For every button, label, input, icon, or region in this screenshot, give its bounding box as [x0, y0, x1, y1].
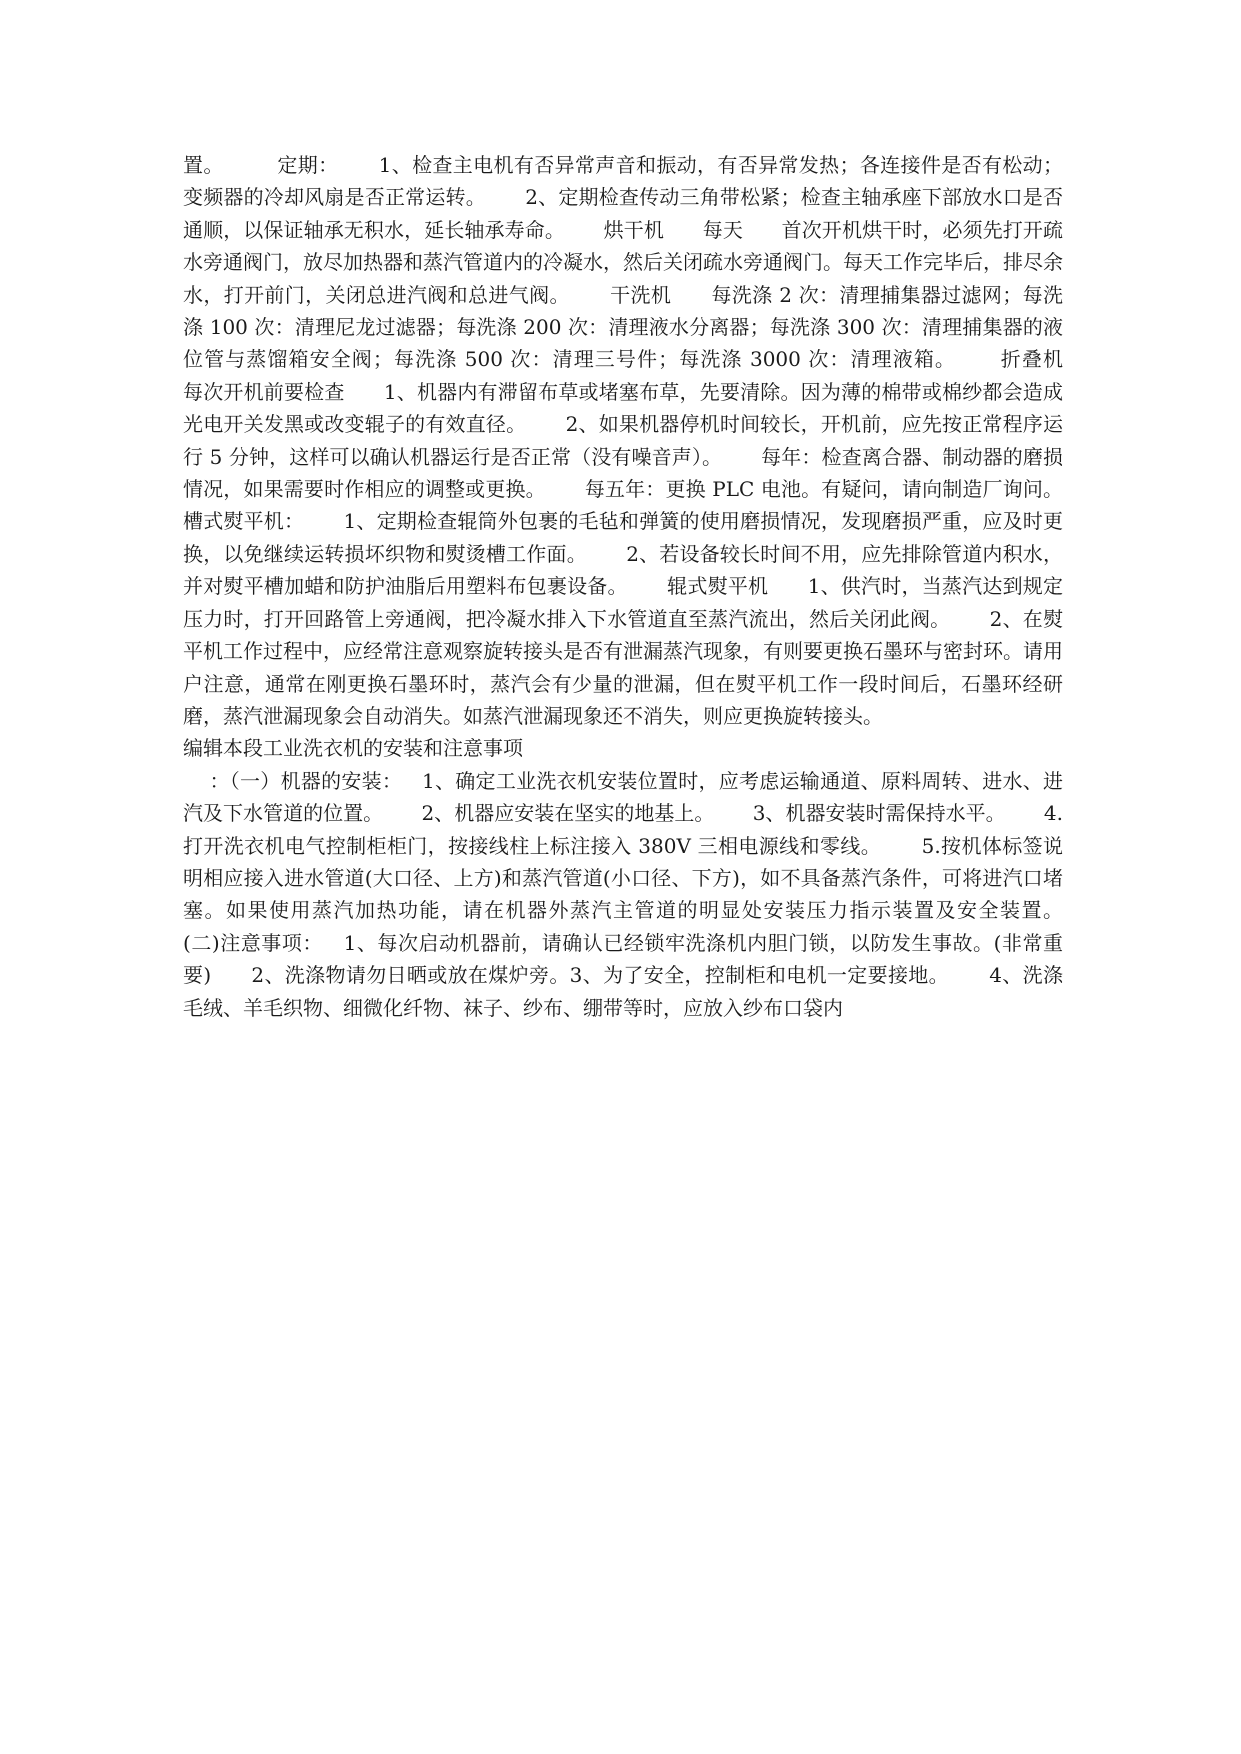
maintenance-paragraph: 置。 定期： 1、检查主电机有否异常声音和振动，有否异常发热；各连接件是否有松动；变频器的冷却风扇是否正常运转。 2、定期检查传动三角带松紧；检查主轴承座下部放水口是否通顺，以保证轴承无积水，延长轴承寿命。 烘干机 每天 首次开机烘干时，必须先打开疏水旁通阀门，放尽加热器和蒸汽管道内的冷凝水，然后关闭疏水旁通阀门。每天工作完毕后，排尽余水，打开前门，关闭总进汽阀和总进气阀。 干洗机 每洗涤 2 次：清理捕集器过滤网；每洗涤 100 次：清理尼龙过滤器；每洗涤 200 次：清理液水分离器；每洗涤 300 次：清理捕集器的液位管与蒸馏箱安全阀；每洗涤 500 次：清理三号件；每洗涤 3000 次：清理液箱。 折叠机 每次开机前要检查 1、机器内有滞留布草或堵塞布草，先要清除。因为薄的棉带或棉纱都会造成光电开关发黑或改变辊子的有效直径。 2、如果机器停机时间较长，开机前，应先按正常程序运行 5 分钟，这样可以确认机器运行是否正常（没有噪音声）。 每年：检查离合器、制动器的磨损情况，如果需要时作相应的调整或更换。 每五年：更换 PLC 电池。有疑问，请向制造厂询问。 槽式熨平机： 1、定期检查辊筒外包裹的毛毡和弹簧的使用磨损情况，发现磨损严重，应及时更换，以免继续运转损坏织物和熨烫槽工作面。 2、若设备较长时间不用，应先排除管道内积水，并对熨平槽加蜡和防护油脂后用塑料布包裹设备。 辊式熨平机 1、供汽时，当蒸汽达到规定压力时，打开回路管上旁通阀，把冷凝水排入下水管道直至蒸汽流出，然后关闭此阀。 2、在熨平机工作过程中，应经常注意观察旋转接头是否有泄漏蒸汽现象，有则要更换石墨环与密封环。请用户注意，通常在刚更换石墨环时，蒸汽会有少量的泄漏，但在熨平机工作一段时间后，石墨环经研磨，蒸汽泄漏现象会自动消失。如蒸汽泄漏现象还不消失，则应更换旋转接头。 — [183, 153, 1102, 728]
document-body — [183, 149, 1102, 1024]
installation-paragraph: ：（一）机器的安装： 1、确定工业洗衣机安装位置时，应考虑运输通道、原料周转、进水、进汽及下水管道的位置。 2、机器应安装在坚实的地基上。 3、机器安装时需保持水平。 4.打开洗衣机电气控制柜柜门，按接线柱上标注接入 380V 三相电源线和零线。 5.按机体标签说明相应接入进水管道(大口径、上方)和蒸汽管道(小口径、下方)，如不具备蒸汽条件，可将进汽口堵塞。如果使用蒸汽加热功能，请在机器外蒸汽主管道的明显处安装压力指示装置及安全装置。 (二)注意事项： 1、每次启动机器前，请确认已经锁牢洗涤机内胆门锁，以防发生事故。(非常重要) 2、洗涤物请勿日晒或放在煤炉旁。3、为了安全，控制柜和电机一定要接地。 4、洗涤毛绒、羊毛织物、细微化纤物、袜子、纱布、绷带等时，应放入纱布口袋内 — [183, 768, 1102, 1020]
section-heading: 编辑本段工业洗衣机的安装和注意事项 — [183, 736, 523, 761]
